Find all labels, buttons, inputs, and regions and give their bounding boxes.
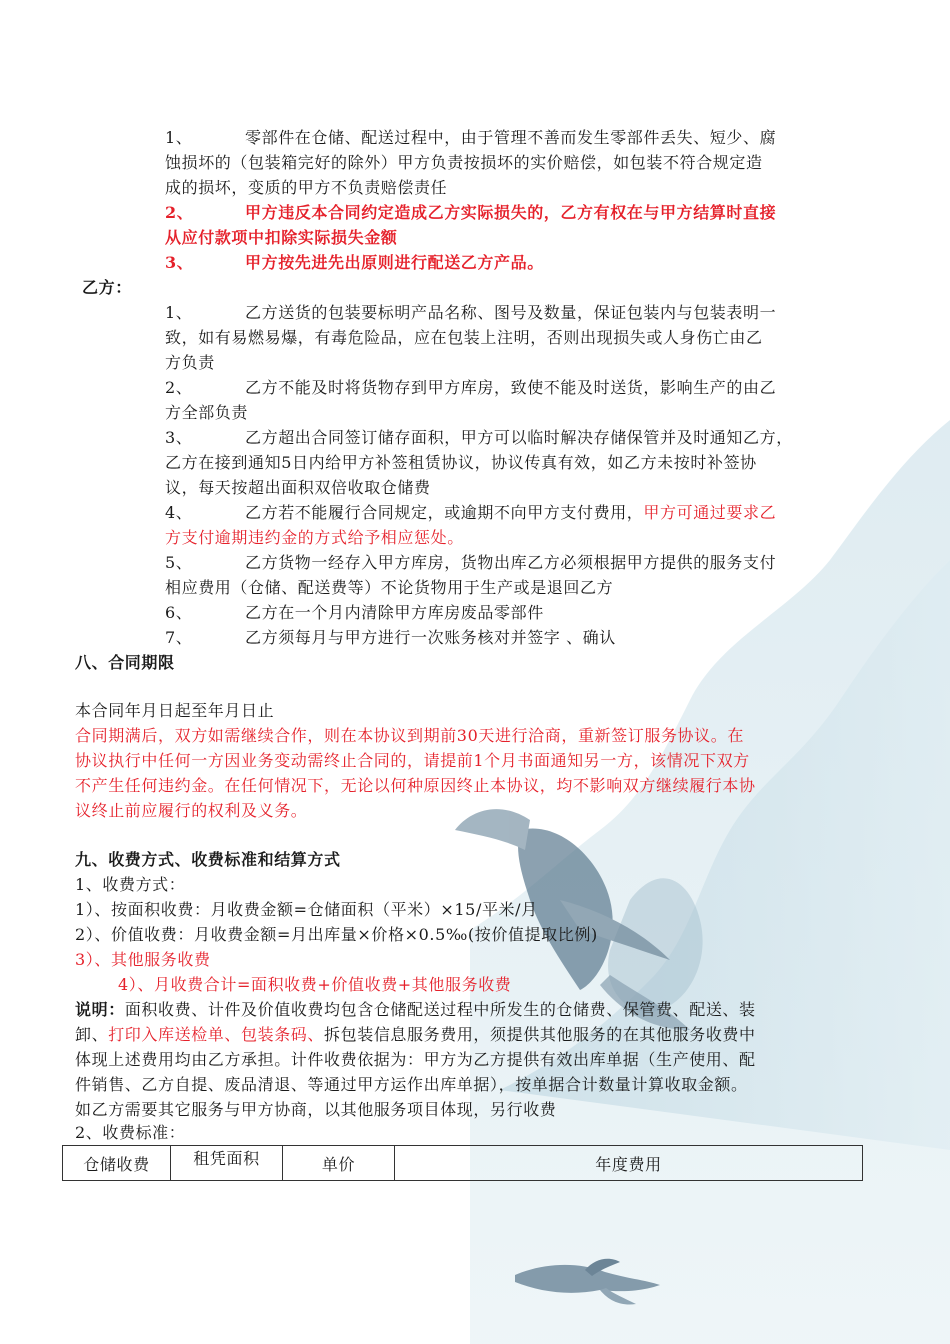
fee-method-value: 2）、价值收费：月收费金额=月出库量×价格×0.5‰(按价值提取比例) bbox=[75, 925, 598, 944]
fee-standard-label: 2、收费标准： bbox=[75, 1123, 186, 1142]
fee-method-area: 1）、按面积收费：月收费金额=仓储面积（平米）×15/平米/月 bbox=[75, 900, 538, 919]
party-b-item-3-line-2: 乙方在接到通知5日内给甲方补签租赁协议，协议传真有效，如乙方未按时补签协 bbox=[165, 453, 757, 472]
table-row bbox=[63, 1146, 863, 1181]
section-8-red-line-1: 合同期满后，双方如需继续合作，则在本协议到期前30天进行洽商，重新签订服务协议。在 bbox=[75, 726, 744, 745]
note-line-2: 卸、打印入库送检单、包装条码、拆包装信息服务费用，须提供其他服务的在其他服务收费中 bbox=[75, 1025, 756, 1044]
party-a-item-2-line-1: 2、 甲方违反本合同约定造成乙方实际损失的，乙方有权在与甲方结算时直接 bbox=[165, 203, 777, 222]
party-b-item-2-line-1: 2、 乙方不能及时将货物存到甲方库房，致使不能及时送货，影响生产的由乙 bbox=[165, 378, 777, 397]
contract-period-text: 本合同年月日起至年月日止 bbox=[75, 701, 275, 720]
section-8-title: 八、合同期限 bbox=[75, 653, 175, 672]
party-b-item-1-line-2: 致，如有易燃易爆，有毒危险品，应在包装上注明，否则出现损失或人身伤亡由乙 bbox=[165, 328, 763, 347]
party-b-item-3-line-1: 3、 乙方超出合同签订储存面积，甲方可以临时解决存储保管并及时通知乙方， bbox=[165, 428, 793, 447]
party-b-item-6-line-1: 6、 乙方在一个月内清除甲方库房废品零部件 bbox=[165, 603, 544, 622]
section-8-red-line-2: 协议执行中任何一方因业务变动需终止合同的，请提前1个月书面通知另一方，该情况下双方 bbox=[75, 751, 750, 770]
party-b-item-1-line-3: 方负责 bbox=[165, 353, 215, 372]
section-9-title: 九、收费方式、收费标准和结算方式 bbox=[75, 850, 341, 869]
table-header-leased-area: 租凭面积 bbox=[171, 1146, 283, 1181]
note-line-1: 说明：面积收费、计件及价值收费均包含仓储配送过程中所发生的仓储费、保管费、配送、装 bbox=[75, 1000, 756, 1019]
party-a-item-2-line-2: 从应付款项中扣除实际损失金额 bbox=[165, 228, 398, 247]
fee-method-total: 4）、月收费合计=面积收费+价值收费+其他服务收费 bbox=[118, 975, 512, 994]
table-header-storage-fee: 仓储收费 bbox=[63, 1146, 171, 1181]
party-a-item-1-line-1: 1、 零部件在仓储、配送过程中，由于管理不善而发生零部件丢失、短少、腐 bbox=[165, 128, 777, 147]
section-8-red-line-4: 议终止前应履行的权利及义务。 bbox=[75, 801, 308, 820]
party-b-label: 乙方： bbox=[82, 278, 132, 297]
table-header-unit-price: 单价 bbox=[283, 1146, 395, 1181]
party-b-item-4-line-2: 方支付逾期违约金的方式给予相应惩处。 bbox=[165, 528, 464, 547]
party-b-item-2-line-2: 方全部负责 bbox=[165, 403, 249, 422]
party-b-item-5-line-2: 相应费用（仓储、配送费等）不论货物用于生产或是退回乙方 bbox=[165, 578, 614, 597]
table-header-annual-fee: 年度费用 bbox=[395, 1146, 863, 1181]
party-b-item-5-line-1: 5、 乙方货物一经存入甲方库房，货物出库乙方必须根据甲方提供的服务支付 bbox=[165, 553, 777, 572]
party-a-item-1-line-2: 蚀损坏的（包装箱完好的除外）甲方负责按损坏的实价赔偿，如包装不符合规定造 bbox=[165, 153, 763, 172]
fee-standard-table bbox=[62, 1145, 863, 1181]
party-a-item-3-line-1: 3、 甲方按先进先出原则进行配送乙方产品。 bbox=[165, 253, 544, 272]
note-line-4: 件销售、乙方自提、废品清退、等通过甲方运作出库单据），按单据合计数量计算收取金额。 bbox=[75, 1075, 748, 1094]
party-b-item-1-line-1: 1、 乙方送货的包装要标明产品名称、图号及数量，保证包装内与包装表明一 bbox=[165, 303, 777, 322]
party-b-item-3-line-3: 议，每天按超出面积双倍收取仓储费 bbox=[165, 478, 431, 497]
fee-method-other: 3）、其他服务收费 bbox=[75, 950, 211, 969]
party-b-item-7-line-1: 7、 乙方须每月与甲方进行一次账务核对并签字 、确认 bbox=[165, 628, 616, 647]
party-a-item-1-line-3: 成的损坏，变质的甲方不负责赔偿责任 bbox=[165, 178, 448, 197]
note-line-3: 体现上述费用均由乙方承担。计件收费依据为：甲方为乙方提供有效出库单据（生产使用、配 bbox=[75, 1050, 756, 1069]
party-b-item-4-line-1: 4、 乙方若不能履行合同规定，或逾期不向甲方支付费用，甲方可通过要求乙 bbox=[165, 503, 777, 522]
fee-method-label: 1、收费方式： bbox=[75, 875, 186, 894]
note-line-5: 如乙方需要其它服务与甲方协商，以其他服务项目体现，另行收费 bbox=[75, 1100, 557, 1119]
section-8-red-line-3: 不产生任何违约金。在任何情况下，无论以何种原因终止本协议，均不影响双方继续履行本协 bbox=[75, 776, 756, 795]
